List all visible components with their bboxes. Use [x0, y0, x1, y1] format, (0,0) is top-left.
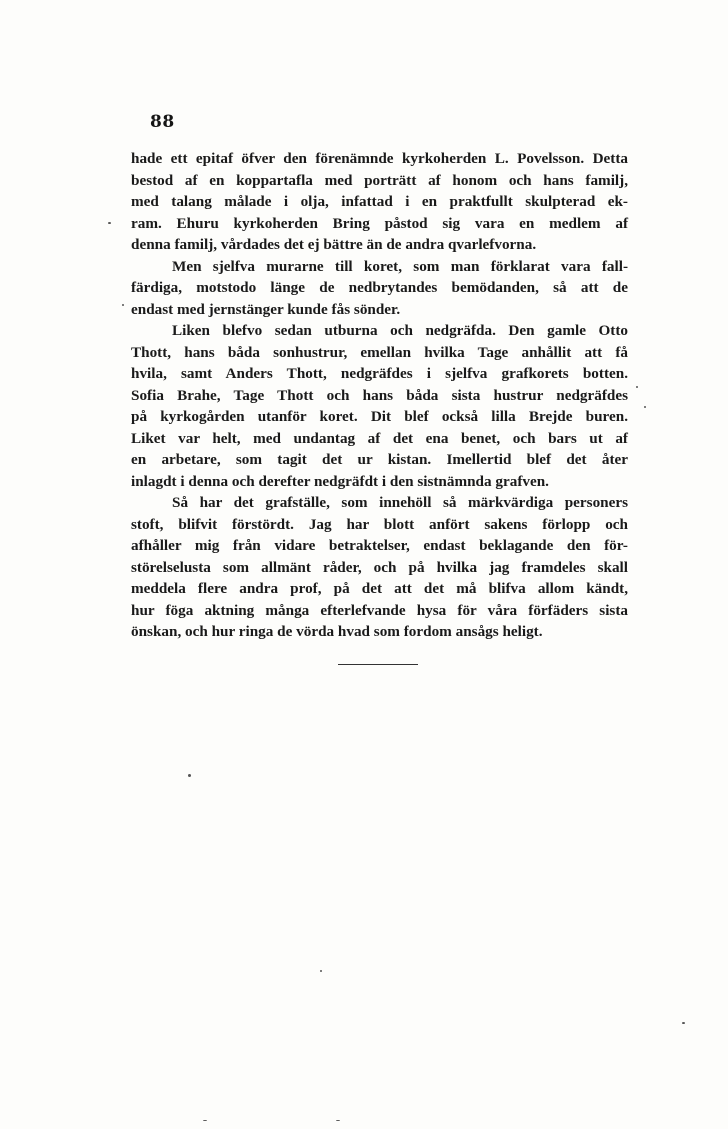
text-line: Liket var helt, med undantag af det ena benet, och bars ut af	[131, 429, 628, 447]
scan-speck	[682, 1022, 685, 1024]
section-divider	[338, 664, 418, 665]
text-line: Thott, hans båda sonhustrur, emellan hvilka Tage anhållit att få	[131, 343, 628, 361]
text-line: bestod af en koppartafla med porträtt af honom och hans familj,	[131, 171, 628, 189]
text-line: på kyrkogården utanför koret. Dit blef också lilla Brejde buren.	[131, 408, 628, 425]
scan-speck	[203, 1120, 207, 1121]
scan-speck	[108, 222, 111, 224]
text-line: hvila, samt Anders Thott, nedgräfdes i sjelfva grafkorets botten.	[131, 365, 628, 382]
text-line: störelselusta som allmänt råder, och på hvilka jag framdeles skall	[131, 558, 628, 576]
text-line: en arbetare, som tagit det ur kistan. Imellertid blef det åter	[131, 451, 628, 468]
scan-speck	[320, 970, 322, 972]
scan-speck	[336, 1120, 340, 1121]
text-line: Men sjelfva murarne till koret, som man förklarat vara fall-	[172, 257, 628, 275]
text-line: hur föga aktning många efterlefvande hysa för våra förfäders sista	[131, 601, 628, 619]
scan-speck	[188, 774, 191, 777]
text-line: denna familj, vårdades det ej bättre än de andra qvarlefvorna.	[131, 236, 537, 253]
text-line: med talang målade i olja, infattad i en praktfullt skulpterad ek-	[131, 193, 628, 210]
text-line: hade ett epitaf öfver den förenämnde kyrkoherden L. Povelsson. Detta	[131, 150, 628, 167]
text-line: Sofia Brahe, Tage Thott och hans båda sista hustrur nedgräfdes	[131, 386, 628, 404]
text-line: önskan, och hur ringa de vörda hvad som fordom ansågs heligt.	[131, 623, 543, 640]
text-line: stoft, blifvit förstördt. Jag har blott anfört sakens förlopp och	[131, 515, 628, 533]
scan-speck	[122, 304, 124, 306]
scan-speck	[636, 386, 638, 388]
text-line: afhåller mig från vidare betraktelser, endast beklagande den för-	[131, 537, 628, 554]
text-line: ram. Ehuru kyrkoherden Bring påstod sig vara en medlem af	[131, 214, 628, 232]
body-text	[131, 148, 628, 643]
page-number: 88	[150, 112, 175, 132]
text-line: inlagdt i denna och derefter nedgräfdt i den sistnämnda grafven.	[131, 472, 549, 490]
text-line: meddela flere andra prof, på det att det må blifva allom kändt,	[131, 580, 628, 597]
text-line: färdiga, motstodo länge de nedbrytandes bemödanden, så att de	[131, 279, 628, 296]
text-line: endast med jernstänger kunde fås sönder.	[131, 300, 401, 318]
text-line: Så har det grafställe, som innehöll så märkvärdiga personers	[172, 494, 628, 511]
scan-speck	[644, 406, 646, 408]
text-line: Liken blefvo sedan utburna och nedgräfda. Den gamle Otto	[172, 322, 628, 339]
